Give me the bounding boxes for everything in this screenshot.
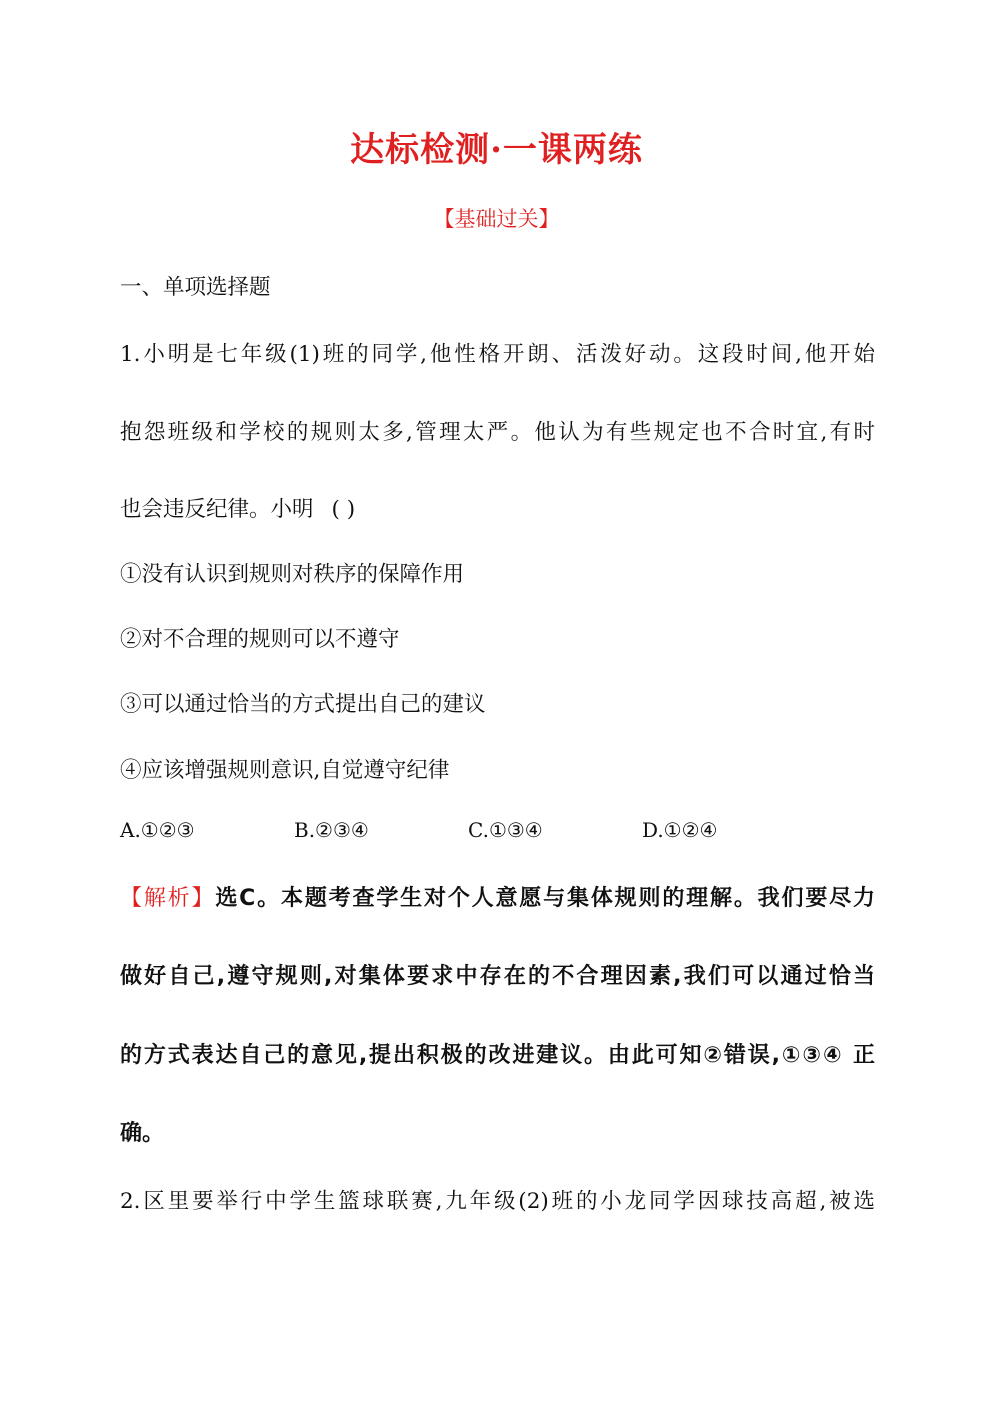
analysis-tag: 【解析】 <box>120 886 216 911</box>
statement-1: ①没有认识到规则对秩序的保障作用 <box>120 562 465 587</box>
analysis-line-1 <box>120 881 875 912</box>
statement-3: ③可以通过恰当的方式提出自己的建议 <box>120 692 486 717</box>
section-subtitle: 【基础过关】 <box>433 207 560 231</box>
option-a: A.①②③ <box>120 818 195 842</box>
question-type-heading: 一、单项选择题 <box>120 275 271 300</box>
option-d: D.①②④ <box>642 818 718 842</box>
analysis-text-1: 选C。本题考查学生对个人意愿与集体规则的理解。我们要尽力 <box>215 886 875 911</box>
analysis-line-3: 的方式表达自己的意见,提出积极的改进建议。由此可知②错误,①③④ 正 <box>120 1043 875 1068</box>
page-title: 达标检测·一课两练 <box>350 130 643 170</box>
question1-stem-line-3 <box>120 492 355 523</box>
option-b: B.②③④ <box>294 818 369 842</box>
question2-stem-line-1: 2.区里要举行中学生篮球联赛,九年级(2)班的小龙同学因球技高超,被选 <box>120 1189 875 1214</box>
question1-stem-text: 也会违反纪律。小明 <box>120 497 314 522</box>
statement-2: ②对不合理的规则可以不遵守 <box>120 627 400 652</box>
answer-blank: ( ) <box>331 497 356 522</box>
statement-4: ④应该增强规则意识,自觉遵守纪律 <box>120 758 450 783</box>
option-c: C.①③④ <box>468 818 543 842</box>
question1-stem-line-2: 抱怨班级和学校的规则太多,管理太严。他认为有些规定也不合时宜,有时 <box>120 420 875 445</box>
analysis-line-4: 确。 <box>120 1121 165 1146</box>
analysis-line-2: 做好自己,遵守规则,对集体要求中存在的不合理因素,我们可以通过恰当 <box>120 964 875 989</box>
question1-stem-line-1: 1.小明是七年级(1)班的同学,他性格开朗、活泼好动。这段时间,他开始 <box>120 342 875 367</box>
